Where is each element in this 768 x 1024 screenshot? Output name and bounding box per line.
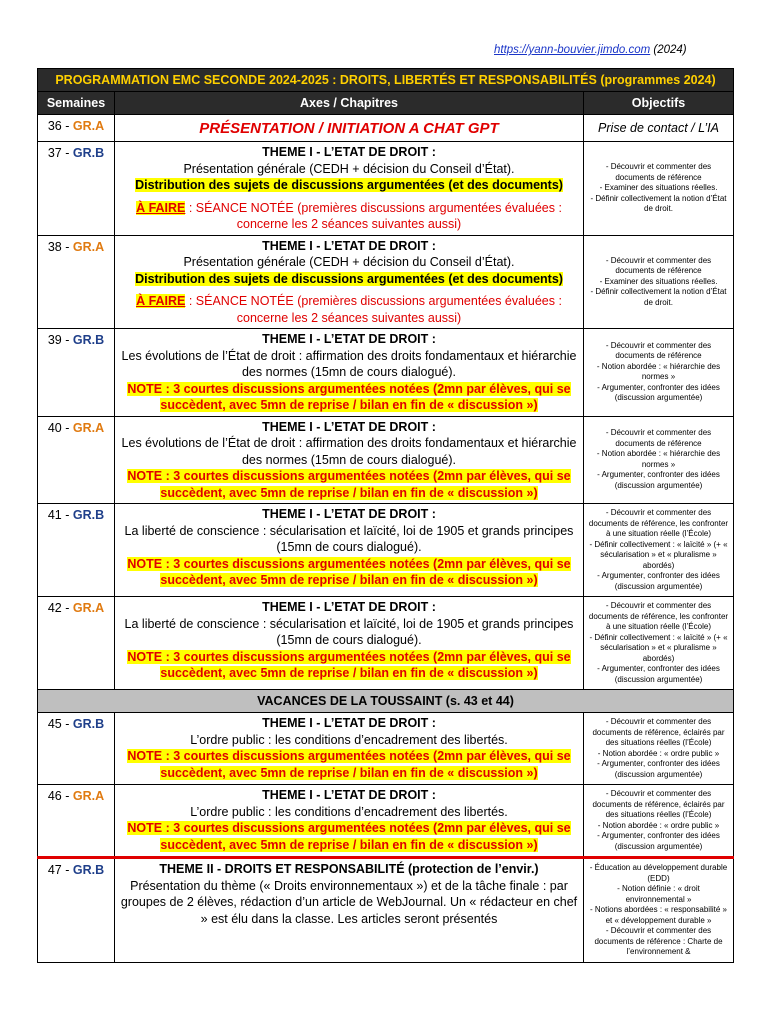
table-row [38,858,734,963]
chapter-description: Les évolutions de l’État de droit : affirmation des droits fondamentaux et hiérarchie des normes (15mn de cours dialogué). [121,348,577,379]
chapter-cell [115,235,584,329]
week-number: 41 - [47,508,73,522]
grading-note [119,556,579,589]
week-number: 40 - [47,420,73,435]
table-row [38,597,734,690]
graded-note [119,293,579,326]
week-cell [38,504,115,597]
objective-item: - Argumenter, confronter des idées (discussion argumentée) [597,831,720,851]
objective-item: - Découvrir et commenter des documents de référence, éclairés par des situations réelles (l’École) [592,717,725,747]
objective-item: - Notions abordées : « responsabilité » et « développement durable » [590,905,727,925]
grading-note-text: NOTE : 3 courtes discussions argumentées notées (2mn par élèves, qui se succèdent, avec 5mn de reprise / bilan en fin de « discussion ») [127,649,571,680]
objective-item: - Découvrir et commenter des documents de référence : Charte de l’environnement & [594,926,723,956]
objective-item: - Découvrir et commenter des documents de référence [605,162,712,182]
theme-title: THEME I - L’ETAT DE DROIT : [262,238,436,253]
objective-item: - Examiner des situations réelles. [599,183,718,192]
objective-item: - Notion abordée : « hiérarchie des normes » [596,449,721,469]
objective-item: - Notion définie : « droit environnemental » [617,884,700,904]
week-cell [38,713,115,785]
objective-item: - Argumenter, confronter des idées (discussion argumentée) [597,470,720,490]
table-row [38,142,734,236]
objective-item: - Définir collectivement la notion d’État de droit. [590,287,727,307]
objective-item: - Éducation au développement durable (EDD) [589,863,728,883]
group-label: GR.A [72,420,105,435]
objective-item: - Définir collectivement : « laïcité » (+ « sécularisation » et « pluralisme » abordés) [589,632,728,663]
objectives-cell [584,416,734,504]
grading-note-text: NOTE : 3 courtes discussions argumentées notées (2mn par élèves, qui se succèdent, avec 5mn de reprise / bilan en fin de « discussion ») [127,749,571,780]
chapter-description: La liberté de conscience : sécularisation et laïcité, loi de 1905 et grands principes (15mn de cours dialogué). [124,616,574,647]
week-cell [38,115,115,142]
theme-title: THEME I - L’ETAT DE DROIT : [262,716,436,730]
week-number: 36 - [47,119,73,133]
table-row [38,785,734,858]
table-title: PROGRAMMATION EMC SECONDE 2024-2025 : DROITS, LIBERTÉS ET RESPONSABILITÉS (programmes 2024) [38,69,734,92]
objective-item: - Définir collectivement la notion d’État de droit. [590,193,727,213]
theme-title: THEME I - L’ETAT DE DROIT : [262,788,436,802]
objective-item: - Notion abordée : « hiérarchie des normes » [596,361,721,382]
chapter-cell [115,785,584,858]
objective-item: - Notion abordée : « ordre public » [597,748,720,758]
group-label: GR.B [72,508,105,522]
theme-title: THEME I - L’ETAT DE DROIT : [262,332,436,346]
grading-note-text: NOTE : 3 courtes discussions argumentées notées (2mn par élèves, qui se succèdent, avec 5mn de reprise / bilan en fin de « discussion ») [127,821,571,852]
distribution-note [119,177,579,194]
a-faire-label: À FAIRE [136,200,186,215]
week-number: 47 - [47,863,73,877]
week-number: 45 - [47,717,73,731]
objectives-cell [584,858,734,963]
objective-item: - Argumenter, confronter des idées (discussion argumentée) [597,571,720,591]
objectives-cell [584,329,734,417]
header-objectives: Objectifs [584,92,734,115]
objectives-cell [584,713,734,785]
chapter-cell [115,416,584,504]
chapter-description: Présentation générale (CEDH + décision du Conseil d’État). [183,161,515,176]
group-label: GR.B [72,717,105,731]
week-cell [38,329,115,417]
chapter-description: Présentation du thème (« Droits environnementaux ») et de la tâche finale : par groupes de 2 élèves, rédaction d’un article de WebJournal. Un « rédacteur en chef » est élu dans la classe. Les articles seront présentés [120,878,578,926]
week-number: 38 - [47,239,73,254]
grading-note [119,468,579,501]
header-weeks: Semaines [38,92,115,115]
intro-title: PRÉSENTATION / INITIATION A CHAT GPT [115,115,584,142]
distribution-text: Distribution des sujets de discussions argumentées (et des documents) [135,178,563,192]
grading-note-text: NOTE : 3 courtes discussions argumentées notées (2mn par élèves, qui se succèdent, avec 5mn de reprise / bilan en fin de « discussion ») [127,469,571,500]
website-link[interactable]: https://yann-bouvier.jimdo.com [494,44,651,56]
objective-item: - Découvrir et commenter des documents de référence, les confronter à une situation réelle (l’École) [588,601,729,631]
objective-item: - Argumenter, confronter des idées (discussion argumentée) [597,664,720,684]
chapter-cell [115,504,584,597]
objective-item: - Découvrir et commenter des documents de référence, éclairés par des situations réelles (l’École) [592,789,725,819]
week-number: 39 - [47,333,73,347]
grading-note [119,820,579,853]
group-label: GR.B [72,863,105,877]
objectives-cell [584,785,734,858]
grading-note [119,381,579,414]
week-number: 46 - [47,789,73,803]
group-label: GR.B [72,333,105,347]
table-row [38,235,734,329]
group-label: GR.A [72,601,105,615]
header-row [38,92,734,115]
objective-item: - Notion abordée : « ordre public » [597,820,720,830]
chapter-description: L’ordre public : les conditions d’encadrement des libertés. [190,804,508,819]
theme-title: THEME I - L’ETAT DE DROIT : [262,145,436,159]
week-cell [38,858,115,963]
theme-title: THEME II - DROITS ET RESPONSABILITÉ (protection de l’envir.) [159,862,539,876]
header-axes: Axes / Chapitres [115,92,584,115]
week-number: 42 - [47,601,73,615]
chapter-cell [115,858,584,963]
objective-item: - Examiner des situations réelles. [599,276,718,286]
chapter-description: La liberté de conscience : sécularisation et laïcité, loi de 1905 et grands principes (15mn de cours dialogué). [124,523,574,554]
table-row [38,504,734,597]
objective-item: - Découvrir et commenter des documents de référence, les confronter à une situation réelle (l’École) [588,508,729,538]
credit-line [494,44,687,56]
a-faire-label: À FAIRE [136,294,186,308]
intro-objective: Prise de contact / L’IA [584,115,734,142]
theme-title: THEME I - L’ETAT DE DROIT : [262,419,436,434]
program-table [37,68,734,963]
objective-item: - Définir collectivement : « laïcité » (+ « sécularisation » et « pluralisme » abordés) [589,539,728,570]
chapter-cell [115,597,584,690]
grading-note-text: NOTE : 3 courtes discussions argumentées notées (2mn par élèves, qui se succèdent, avec 5mn de reprise / bilan en fin de « discussion ») [127,381,571,412]
grading-note [119,649,579,682]
table-row [38,713,734,785]
chapter-cell [115,713,584,785]
table-row [38,329,734,417]
grading-note-text: NOTE : 3 courtes discussions argumentées notées (2mn par élèves, qui se succèdent, avec 5mn de reprise / bilan en fin de « discussion ») [127,556,571,587]
objective-item: - Découvrir et commenter des documents de référence [605,340,712,361]
week-cell [38,785,115,858]
objectives-cell [584,597,734,690]
distribution-text: Distribution des sujets de discussions argumentées (et des documents) [135,271,563,286]
objective-item: - Argumenter, confronter des idées (discussion argumentée) [597,382,720,403]
objective-item: - Découvrir et commenter des documents de référence [605,428,712,448]
vacation-label: VACANCES DE LA TOUSSAINT (s. 43 et 44) [38,690,734,713]
week-number: 37 - [47,146,73,160]
objectives-cell [584,504,734,597]
group-label: GR.A [72,239,105,254]
theme-title: THEME I - L’ETAT DE DROIT : [262,600,436,614]
table-row [38,416,734,504]
objective-item: - Découvrir et commenter des documents de référence [605,255,712,275]
chapter-cell [115,142,584,236]
chapter-description: L’ordre public : les conditions d’encadrement des libertés. [190,732,508,747]
group-label: GR.A [72,789,105,803]
table-title-row [38,69,734,92]
week-cell [38,235,115,329]
graded-note-text: : SÉANCE NOTÉE (premières discussions argumentées évaluées : concerne les 2 séances suivantes aussi) [185,200,562,231]
credit-year: (2024) [653,44,687,56]
grading-note [119,748,579,781]
chapter-cell [115,329,584,417]
week-cell [38,142,115,236]
objectives-cell [584,235,734,329]
table-row [38,115,734,142]
distribution-note [119,271,579,288]
chapter-description: Présentation générale (CEDH + décision du Conseil d’État). [183,255,515,269]
week-cell [38,597,115,690]
objective-item: - Argumenter, confronter des idées (discussion argumentée) [597,759,720,779]
vacation-row [38,690,734,713]
theme-title: THEME I - L’ETAT DE DROIT : [262,507,436,521]
objectives-cell [584,142,734,236]
group-label: GR.A [72,119,105,133]
graded-note [119,200,579,233]
group-label: GR.B [72,146,105,160]
chapter-description: Les évolutions de l’État de droit : affirmation des droits fondamentaux et hiérarchie des normes (15mn de cours dialogué). [121,436,577,467]
week-cell [38,416,115,504]
graded-note-text: : SÉANCE NOTÉE (premières discussions argumentées évaluées : concerne les 2 séances suivantes aussi) [185,294,562,325]
